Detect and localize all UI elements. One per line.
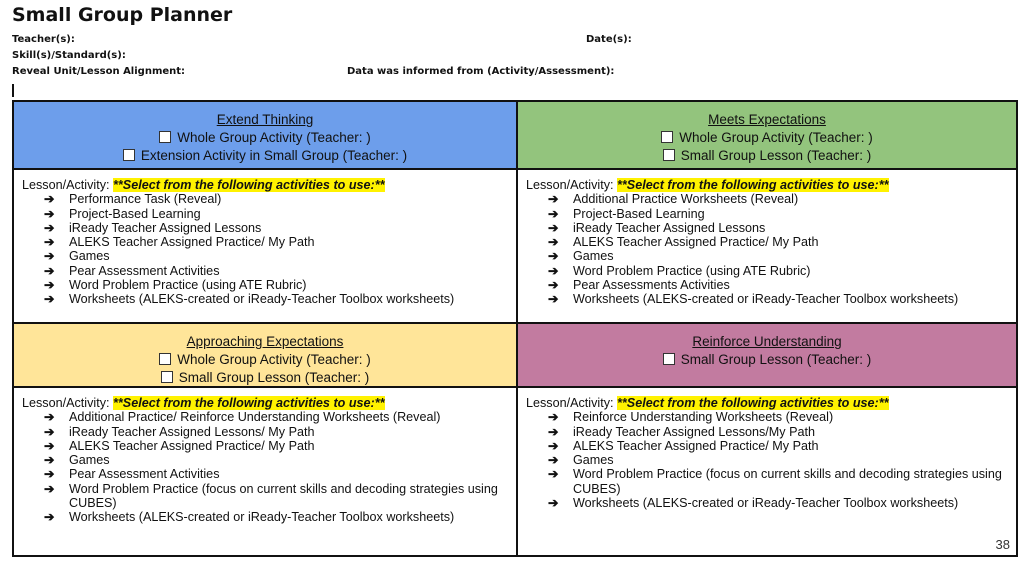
grid-divider: [14, 322, 1016, 324]
list-item: ➔ Reinforce Understanding Worksheets (Reveal): [548, 410, 834, 425]
arrow-icon: ➔: [44, 410, 55, 425]
arrow-icon: ➔: [548, 467, 559, 482]
approaching-option-whole-group[interactable]: Whole Group Activity (Teacher: ): [14, 351, 516, 369]
extend-lead: Lesson/Activity: **Select from the following activities to use:**: [22, 178, 385, 192]
reinforce-lead: Lesson/Activity: **Select from the following activities to use:**: [526, 396, 889, 410]
arrow-icon: ➔: [548, 410, 559, 425]
list-item: ➔ iReady Teacher Assigned Lessons/ My Path: [44, 424, 315, 439]
page-title: Small Group Planner: [12, 4, 233, 26]
approaching-activities: [14, 388, 516, 555]
list-item: ➔ iReady Teacher Assigned Lessons/My Path: [548, 424, 815, 439]
planner-grid: [12, 100, 1018, 557]
list-item: ➔ Worksheets (ALEKS-created or iReady-Teacher Toolbox worksheets): [548, 496, 959, 511]
list-item: ➔ Performance Task (Reveal): [44, 192, 222, 207]
list-item: ➔ Word Problem Practice (focus on current skills and decoding strategies using CUBES): [44, 481, 498, 511]
date-label: Date(s):: [586, 34, 632, 45]
arrow-icon: ➔: [44, 453, 55, 468]
checkbox-icon[interactable]: [663, 353, 675, 365]
text-cursor: [12, 84, 14, 97]
approaching-option-small-group[interactable]: Small Group Lesson (Teacher: ): [14, 369, 516, 387]
list-item: ➔ Games: [548, 453, 614, 468]
arrow-icon: ➔: [548, 220, 559, 235]
arrow-icon: ➔: [548, 292, 559, 307]
list-item: ➔ Games: [548, 249, 614, 264]
arrow-icon: ➔: [44, 467, 55, 482]
page-number: 38: [995, 537, 1010, 552]
list-item: ➔ ALEKS Teacher Assigned Practice/ My Path: [44, 438, 315, 453]
arrow-icon: ➔: [548, 249, 559, 264]
list-item: ➔ Project-Based Learning: [548, 206, 705, 221]
reinforce-activities: [518, 388, 1016, 555]
arrow-icon: ➔: [44, 235, 55, 250]
list-item: ➔ Word Problem Practice (using ATE Rubric): [548, 263, 811, 278]
list-item: ➔ iReady Teacher Assigned Lessons: [548, 220, 766, 235]
grid-divider: [14, 168, 1016, 170]
arrow-icon: ➔: [548, 192, 559, 207]
arrow-icon: ➔: [44, 249, 55, 264]
extend-option-small-group[interactable]: Extension Activity in Small Group (Teacher: ): [14, 147, 516, 165]
arrow-icon: ➔: [44, 510, 55, 525]
reveal-label: Reveal Unit/Lesson Alignment:: [12, 66, 186, 77]
meets-activities: [518, 170, 1016, 322]
extend-list: [22, 192, 508, 306]
list-item: ➔ Word Problem Practice (focus on current skills and decoding strategies using CUBES): [548, 467, 1002, 496]
list-item: ➔ Project-Based Learning: [44, 206, 201, 221]
checkbox-icon[interactable]: [159, 131, 171, 143]
arrow-icon: ➔: [548, 424, 559, 439]
reinforce-understanding-title: Reinforce Understanding: [692, 334, 842, 349]
arrow-icon: ➔: [548, 496, 559, 511]
list-item: ➔ Games: [44, 249, 110, 264]
reinforce-option-small-group[interactable]: Small Group Lesson (Teacher: ): [518, 351, 1016, 369]
reinforce-understanding-header: [518, 324, 1016, 386]
list-item: ➔ Pear Assessment Activities: [44, 263, 220, 278]
checkbox-icon[interactable]: [663, 149, 675, 161]
arrow-icon: ➔: [44, 220, 55, 235]
list-item: ➔ Pear Assessments Activities: [548, 278, 730, 293]
grid-divider: [14, 386, 1016, 388]
data-informed-label: Data was informed from (Activity/Assessment):: [347, 66, 615, 77]
approaching-lead: Lesson/Activity: **Select from the following activities to use:**: [22, 396, 385, 410]
arrow-icon: ➔: [44, 206, 55, 221]
meets-expectations-title: Meets Expectations: [708, 112, 826, 127]
extend-option-whole-group[interactable]: Whole Group Activity (Teacher: ): [14, 129, 516, 147]
checkbox-icon[interactable]: [123, 149, 135, 161]
list-item: ➔ Games: [44, 453, 110, 468]
approaching-expectations-title: Approaching Expectations: [186, 334, 344, 349]
list-item: ➔ Worksheets (ALEKS-created or iReady-Teacher Toolbox worksheets): [44, 292, 455, 307]
extend-activities: [14, 170, 516, 322]
reinforce-list: [526, 410, 1008, 510]
arrow-icon: ➔: [548, 278, 559, 293]
approaching-expectations-header: [14, 324, 516, 386]
teacher-label: Teacher(s):: [12, 34, 75, 45]
checkbox-icon[interactable]: [661, 131, 673, 143]
extend-thinking-header: [14, 102, 516, 168]
list-item: ➔ Pear Assessment Activities: [44, 467, 220, 482]
list-item: ➔ ALEKS Teacher Assigned Practice/ My Path: [548, 235, 819, 250]
arrow-icon: ➔: [44, 263, 55, 278]
checkbox-icon[interactable]: [159, 353, 171, 365]
arrow-icon: ➔: [44, 424, 55, 439]
extend-thinking-title: Extend Thinking: [216, 112, 314, 127]
list-item: ➔ Word Problem Practice (using ATE Rubric): [44, 278, 307, 293]
arrow-icon: ➔: [44, 481, 55, 496]
arrow-icon: ➔: [548, 235, 559, 250]
list-item: ➔ Additional Practice Worksheets (Reveal): [548, 192, 799, 207]
checkbox-icon[interactable]: [161, 371, 173, 383]
skills-label: Skill(s)/Standard(s):: [12, 50, 126, 61]
arrow-icon: ➔: [548, 453, 559, 468]
list-item: ➔ Worksheets (ALEKS-created or iReady-Teacher Toolbox worksheets): [548, 292, 959, 307]
arrow-icon: ➔: [548, 206, 559, 221]
arrow-icon: ➔: [44, 192, 55, 207]
arrow-icon: ➔: [44, 438, 55, 453]
meets-lead: Lesson/Activity: **Select from the following activities to use:**: [526, 178, 889, 192]
list-item: ➔ Worksheets (ALEKS-created or iReady-Teacher Toolbox worksheets): [44, 510, 455, 525]
meets-option-small-group[interactable]: Small Group Lesson (Teacher: ): [518, 147, 1016, 165]
list-item: ➔ iReady Teacher Assigned Lessons: [44, 220, 262, 235]
list-item: ➔ Additional Practice/ Reinforce Understanding Worksheets (Reveal): [44, 410, 441, 425]
meets-option-whole-group[interactable]: Whole Group Activity (Teacher: ): [518, 129, 1016, 147]
list-item: ➔ ALEKS Teacher Assigned Practice/ My Path: [548, 438, 819, 453]
arrow-icon: ➔: [44, 278, 55, 293]
approaching-list: [22, 410, 508, 524]
meets-expectations-header: [518, 102, 1016, 168]
arrow-icon: ➔: [548, 263, 559, 278]
arrow-icon: ➔: [44, 292, 55, 307]
list-item: ➔ ALEKS Teacher Assigned Practice/ My Path: [44, 235, 315, 250]
meets-list: [526, 192, 1008, 306]
arrow-icon: ➔: [548, 438, 559, 453]
